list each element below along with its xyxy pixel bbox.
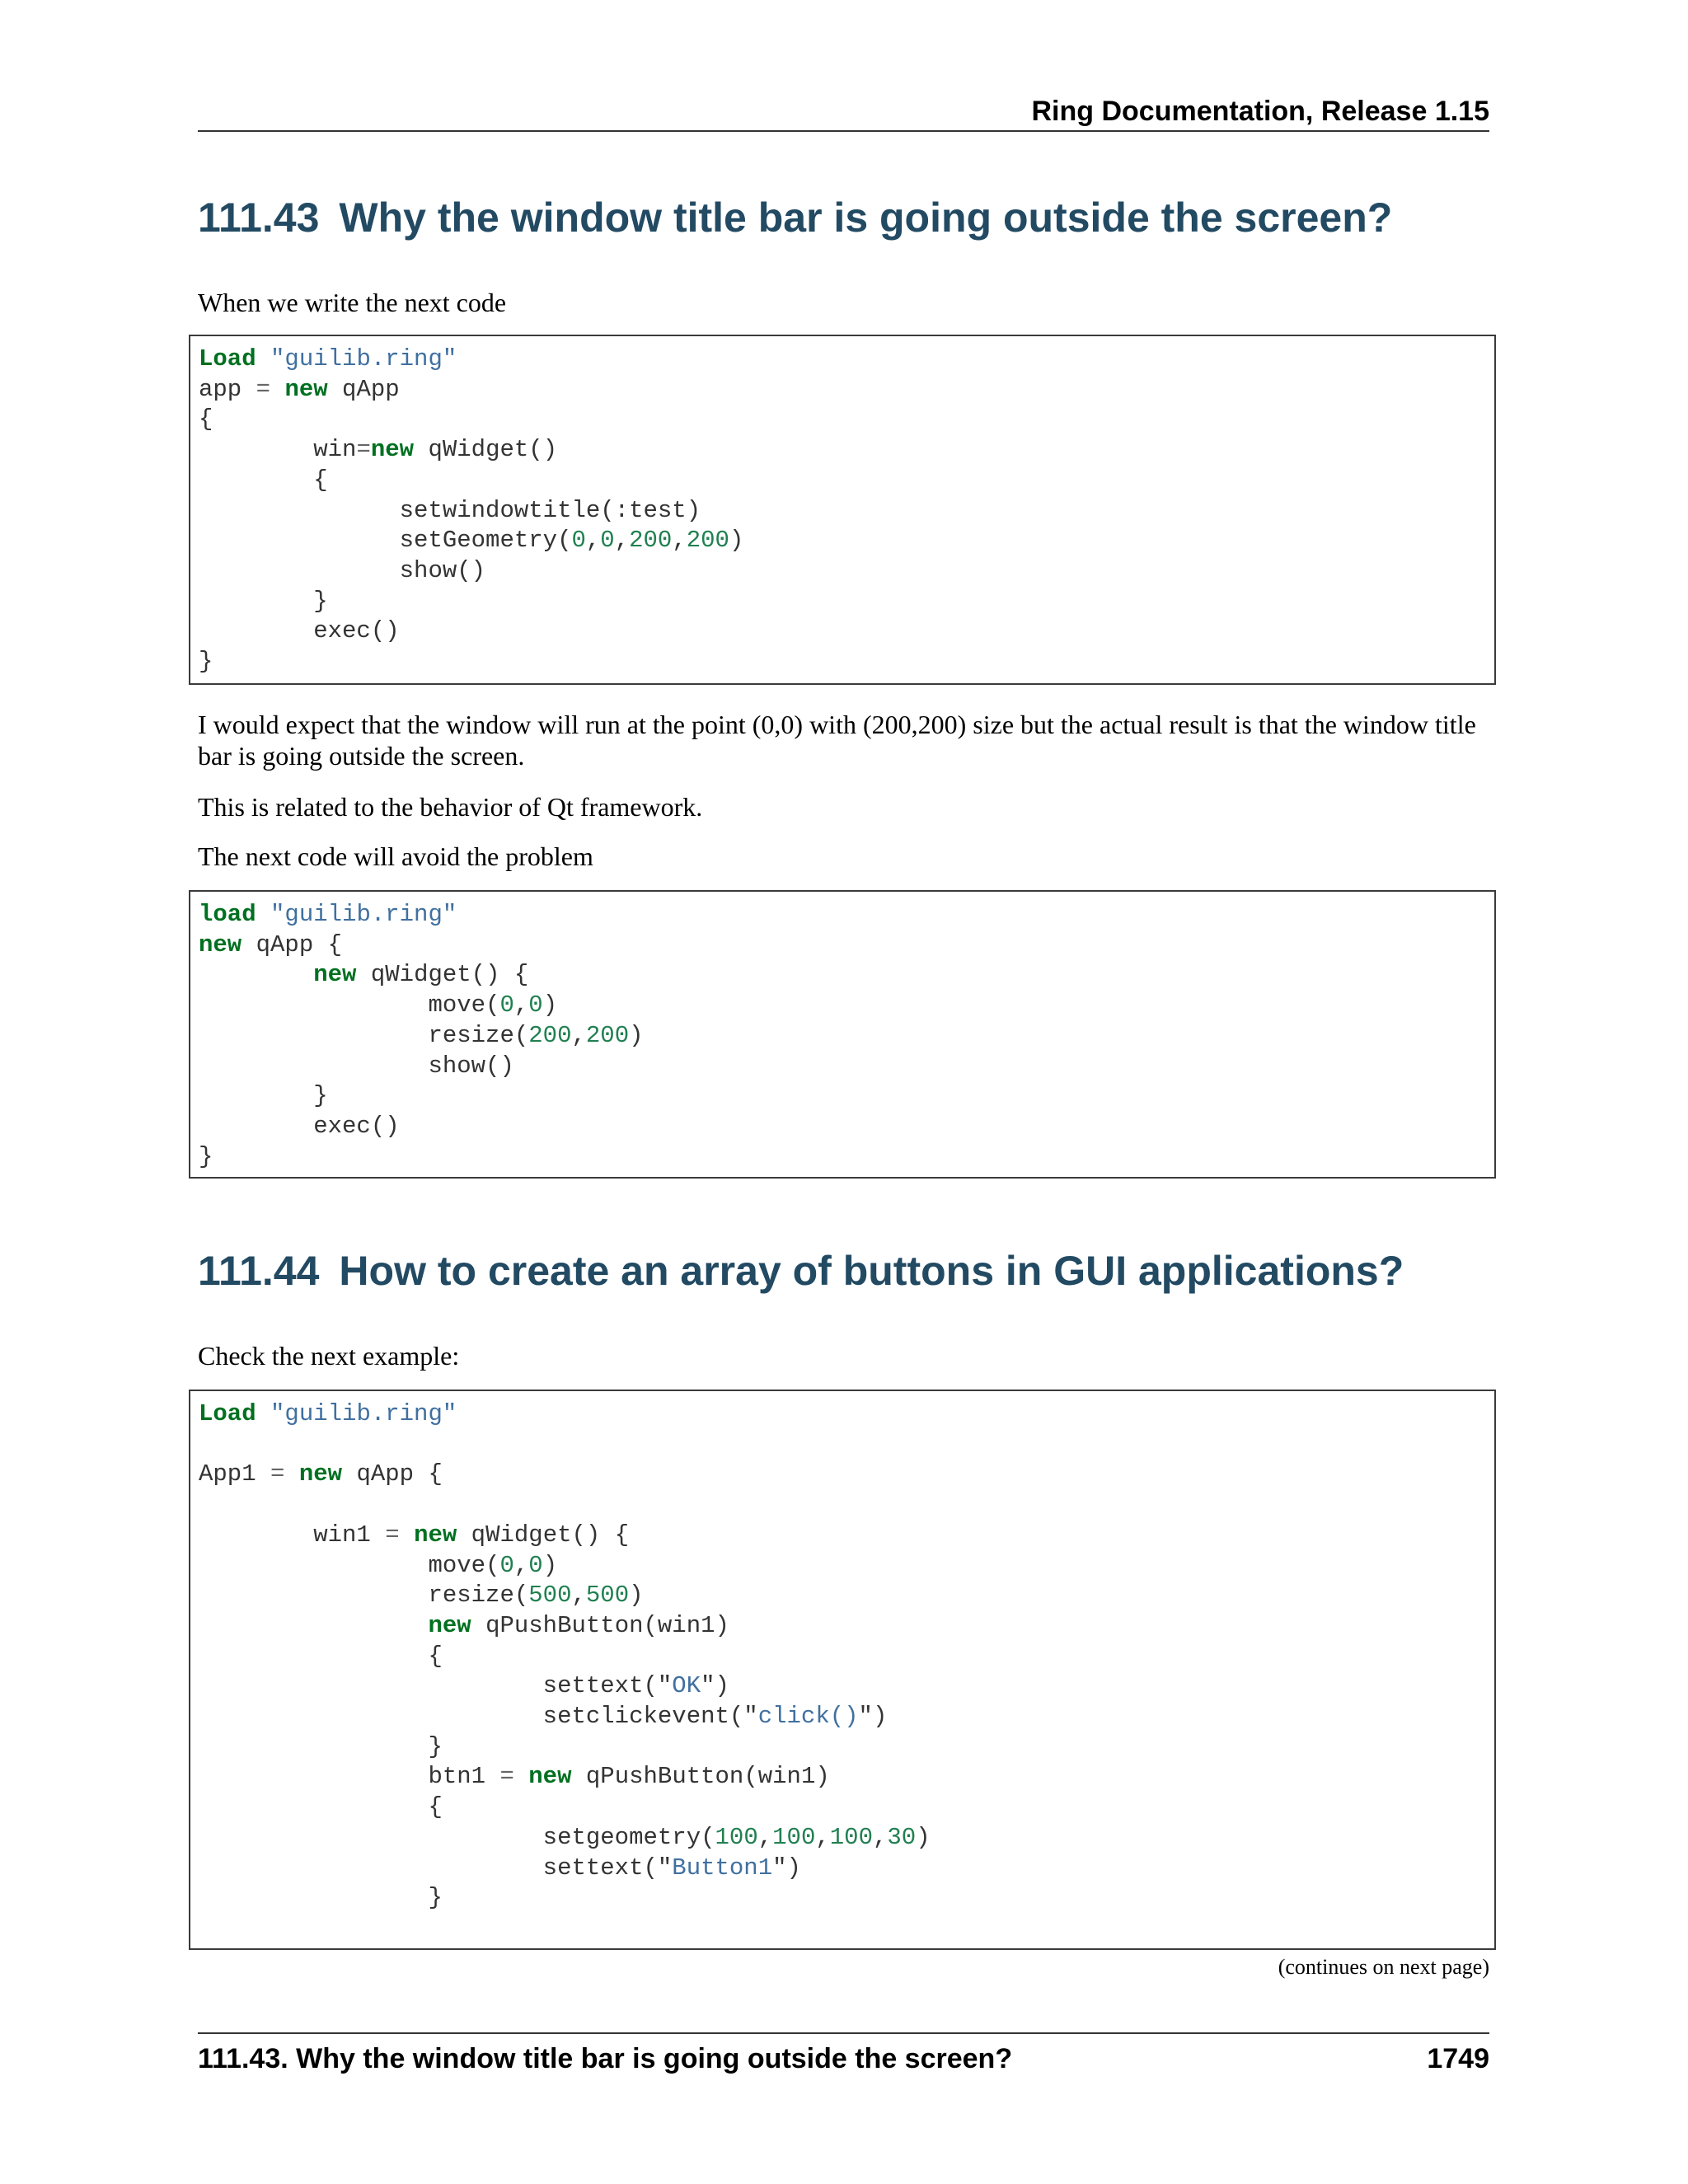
- code-block-fix: [189, 890, 1496, 1179]
- code-text: }: [199, 648, 213, 676]
- running-header-title: Ring Documentation, Release 1.15: [1031, 96, 1489, 127]
- code-operator: =: [499, 1763, 514, 1791]
- code-keyword: new: [414, 1521, 457, 1549]
- code-text: ): [542, 991, 558, 1019]
- code-text: ,: [872, 1823, 888, 1851]
- code-string: "guilib.ring": [270, 901, 457, 928]
- code-block-button-array: [189, 1390, 1496, 1950]
- section-title-text: Why the window title bar is going outside the screen?: [339, 194, 1393, 241]
- code-number: 0: [528, 1551, 543, 1579]
- code-text: ,: [513, 1551, 529, 1579]
- code-text: ,: [614, 527, 630, 555]
- code-number: 500: [528, 1582, 572, 1610]
- code-text: "): [772, 1854, 801, 1882]
- code-string: OK: [672, 1672, 701, 1700]
- code-operator: =: [270, 1460, 285, 1488]
- code-string: "guilib.ring": [270, 345, 457, 373]
- code-text: btn1: [199, 1763, 500, 1791]
- page-number: 1749: [1427, 2043, 1489, 2074]
- code-number: 100: [772, 1823, 816, 1851]
- code-text: ,: [672, 527, 687, 555]
- code-operator: =: [385, 1521, 400, 1549]
- code-listing: [190, 336, 1494, 677]
- code-text: [256, 901, 270, 928]
- code-keyword: new: [428, 1611, 471, 1639]
- code-number: 200: [629, 527, 673, 555]
- code-text: move(: [199, 991, 500, 1019]
- code-number: 200: [686, 527, 729, 555]
- code-text: [199, 1612, 428, 1639]
- section-number: 111.43: [198, 194, 320, 241]
- code-text: ,: [757, 1823, 773, 1851]
- section-number: 111.44: [198, 1248, 320, 1294]
- code-text: qPushButton(win1): [471, 1611, 729, 1639]
- code-keyword: new: [199, 930, 242, 958]
- code-number: 200: [585, 1021, 630, 1049]
- page-footer: [198, 2032, 1489, 2075]
- code-text: app: [199, 375, 256, 403]
- code-block-window-title: [189, 335, 1496, 685]
- section-heading-111-43: [198, 193, 1392, 242]
- code-text: settext(": [199, 1854, 673, 1882]
- code-keyword: new: [528, 1763, 572, 1791]
- code-text: }: [199, 1884, 443, 1912]
- code-text: ): [542, 1551, 558, 1579]
- code-text: show(): [199, 556, 486, 584]
- continues-note: (continues on next page): [1278, 1955, 1489, 1979]
- code-keyword: new: [298, 1460, 343, 1488]
- intro-paragraph: Check the next example:: [198, 1341, 460, 1371]
- code-number: 100: [829, 1823, 873, 1851]
- code-text: qWidget() {: [457, 1521, 630, 1549]
- code-number: 100: [715, 1823, 758, 1851]
- code-text: [256, 1400, 270, 1427]
- code-text: }: [199, 587, 328, 615]
- page-header: [198, 92, 1489, 132]
- code-text: }: [199, 1142, 213, 1170]
- code-text: exec(): [199, 617, 400, 645]
- code-text: ): [629, 1582, 644, 1610]
- code-operator: =: [356, 436, 371, 464]
- code-text: [256, 345, 270, 373]
- code-text: ): [629, 1021, 644, 1049]
- code-text: [199, 961, 313, 988]
- code-string: Button1: [672, 1854, 773, 1882]
- code-listing: [190, 892, 1494, 1172]
- code-text: resize(: [199, 1582, 529, 1610]
- code-text: win1: [199, 1521, 386, 1549]
- code-number: 0: [499, 1551, 514, 1579]
- code-text: ): [729, 527, 744, 555]
- code-text: ,: [815, 1823, 830, 1851]
- code-listing: [190, 1391, 1494, 1914]
- code-text: "): [858, 1703, 888, 1731]
- section-heading-111-44: [198, 1246, 1404, 1296]
- code-number: 30: [887, 1823, 917, 1851]
- code-text: setwindowtitle(:test): [199, 496, 701, 524]
- code-text: {: [199, 466, 328, 494]
- code-keyword: new: [284, 375, 328, 403]
- code-text: qWidget() {: [356, 961, 529, 989]
- code-text: App1: [199, 1460, 271, 1488]
- code-text: [270, 376, 284, 403]
- code-text: }: [199, 1082, 328, 1110]
- code-text: qApp: [327, 375, 400, 403]
- code-text: ,: [513, 991, 529, 1019]
- solution-paragraph: The next code will avoid the problem: [198, 841, 593, 871]
- code-text: win: [199, 436, 357, 464]
- code-string: "guilib.ring": [270, 1400, 457, 1427]
- section-title-text: How to create an array of buttons in GUI applications?: [339, 1248, 1404, 1294]
- code-text: settext(": [199, 1672, 673, 1700]
- code-text: qApp {: [342, 1460, 443, 1488]
- code-text: setGeometry(: [199, 527, 572, 555]
- code-text: {: [199, 1642, 443, 1670]
- code-text: [514, 1763, 528, 1790]
- code-keyword: new: [313, 961, 357, 989]
- code-text: ,: [571, 1021, 586, 1049]
- code-number: 500: [585, 1582, 630, 1610]
- footer-section-title: 111.43. Why the window title bar is going outside the screen?: [198, 2043, 1013, 2074]
- code-keyword: new: [370, 436, 415, 464]
- code-text: move(: [199, 1551, 500, 1579]
- code-text: [400, 1521, 414, 1549]
- code-text: exec(): [199, 1112, 400, 1140]
- code-text: resize(: [199, 1021, 529, 1049]
- intro-paragraph: When we write the next code: [198, 288, 507, 317]
- code-text: qApp {: [241, 930, 343, 958]
- code-number: 0: [499, 991, 514, 1019]
- code-keyword: load: [199, 901, 256, 928]
- qt-behavior-paragraph: This is related to the behavior of Qt framework.: [198, 792, 703, 822]
- code-text: qWidget(): [414, 436, 558, 464]
- code-text: }: [199, 1732, 443, 1760]
- code-text: show(): [199, 1052, 514, 1080]
- code-number: 0: [600, 527, 615, 555]
- code-string: click(): [757, 1703, 859, 1731]
- code-text: {: [199, 1793, 443, 1821]
- code-text: {: [199, 405, 213, 434]
- code-text: [284, 1460, 298, 1488]
- code-number: 0: [528, 991, 543, 1019]
- code-keyword: Load: [199, 345, 256, 373]
- code-text: ,: [571, 1582, 586, 1610]
- code-text: setclickevent(": [199, 1703, 758, 1731]
- code-text: ): [916, 1823, 931, 1851]
- code-text: qPushButton(win1): [571, 1763, 830, 1791]
- code-number: 200: [528, 1021, 572, 1049]
- code-number: 0: [571, 527, 586, 555]
- explanation-paragraph: I would expect that the window will run at the point (0,0) with (200,200) size but the actual result is that the window title bar is going outside the screen.: [198, 710, 1476, 771]
- code-text: ,: [585, 527, 601, 555]
- code-text: setgeometry(: [199, 1823, 715, 1851]
- code-text: "): [701, 1672, 729, 1700]
- code-operator: =: [256, 375, 271, 403]
- code-keyword: Load: [199, 1400, 256, 1427]
